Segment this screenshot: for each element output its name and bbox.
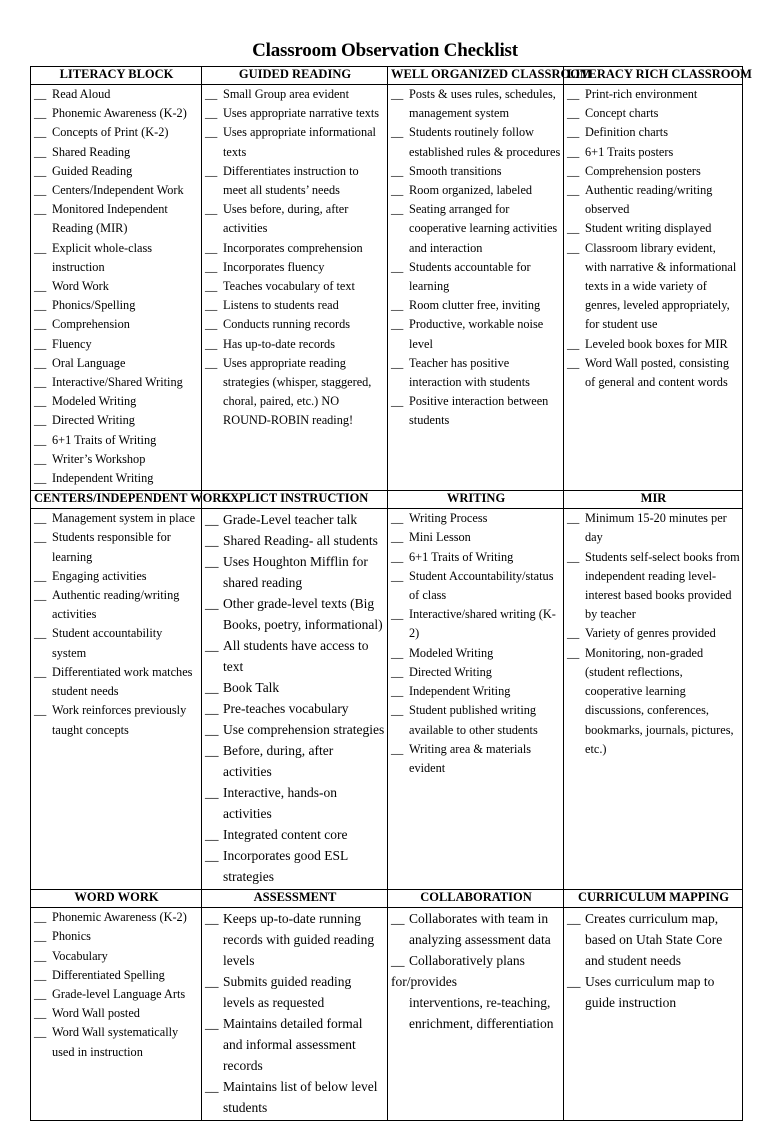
checklist-item[interactable]: __ 6+1 Traits of Writing: [34, 431, 199, 450]
section-header-row: [31, 890, 743, 908]
checklist-item[interactable]: __ Before, during, after activities: [205, 740, 385, 782]
section-header: CURRICULUM MAPPING: [564, 890, 743, 908]
checklist-item[interactable]: __ Smooth transitions: [391, 162, 561, 181]
checklist-item[interactable]: __ Writer’s Workshop: [34, 450, 199, 469]
section-header: LITERACY BLOCK: [31, 67, 202, 85]
checklist-item[interactable]: __ Explicit whole-class instruction: [34, 239, 199, 277]
checklist-item[interactable]: __ Directed Writing: [34, 411, 199, 430]
checklist-item[interactable]: __ Student Accountability/status of class: [391, 567, 561, 605]
checklist-item[interactable]: __ Listens to students read: [205, 296, 385, 315]
section-header-row: [31, 67, 743, 85]
checklist-item[interactable]: __ Vocabulary: [34, 947, 199, 966]
checklist-item[interactable]: __ Independent Writing: [34, 469, 199, 488]
checklist-item-continuation: interventions, re-teaching,: [409, 995, 551, 1011]
checklist-item[interactable]: __ Minimum 15-20 minutes per day: [567, 509, 740, 547]
checklist-item[interactable]: __ Writing Process: [391, 509, 561, 528]
checklist-item[interactable]: __ Student accountability system: [34, 624, 199, 662]
checklist-item[interactable]: __ Authentic reading/writing activities: [34, 586, 199, 624]
checklist-item[interactable]: __ Print-rich environment: [567, 85, 740, 104]
checklist-item[interactable]: __ Directed Writing: [391, 663, 561, 682]
section-items: [564, 908, 743, 1121]
checklist-item[interactable]: __ Student published writing available to other students: [391, 701, 561, 739]
section-items: [388, 509, 564, 890]
checklist-item[interactable]: __ 6+1 Traits of Writing: [391, 548, 561, 567]
checklist-item[interactable]: __ Differentiated work matches student needs: [34, 663, 199, 701]
page-title: Classroom Observation Checklist: [252, 40, 518, 61]
checklist-item[interactable]: __ Room clutter free, inviting: [391, 296, 561, 315]
checklist-item[interactable]: __ Modeled Writing: [391, 644, 561, 663]
checklist-item[interactable]: __ Pre-teaches vocabulary: [205, 698, 385, 719]
checklist-item[interactable]: __ Concepts of Print (K-2): [34, 123, 199, 142]
section-header: WELL ORGANIZED CLASSROOM: [388, 67, 564, 85]
checklist-item[interactable]: __ Oral Language: [34, 354, 199, 373]
checklist-item[interactable]: __ Collaborates with team in analyzing assessment data: [391, 908, 561, 950]
checklist-item[interactable]: __ Interactive/Shared Writing: [34, 373, 199, 392]
section-header: COLLABORATION: [388, 890, 564, 908]
checklist-item[interactable]: __ Word Wall systematically used in instruction: [34, 1023, 199, 1061]
checklist-item[interactable]: __ Mini Lesson: [391, 528, 561, 547]
checklist-item[interactable]: __ Small Group area evident: [205, 85, 385, 104]
section-header: CENTERS/INDEPENDENT WORK: [31, 491, 202, 509]
checklist-item[interactable]: __ 6+1 Traits posters: [567, 143, 740, 162]
checklist-item[interactable]: __ Differentiated Spelling: [34, 966, 199, 985]
checklist-item[interactable]: __ Word Wall posted: [34, 1004, 199, 1023]
checklist-item-continuation: enrichment, differentiation: [409, 1016, 554, 1032]
checklist-item[interactable]: __ Students self-select books from independent reading level-interest based books provided by teacher: [567, 548, 740, 625]
checklist-item[interactable]: __ Shared Reading- all students: [205, 530, 385, 551]
checklist-item[interactable]: __ Leveled book boxes for MIR: [567, 335, 740, 354]
checklist-item[interactable]: __ Incorporates good ESL strategies: [205, 845, 385, 887]
checklist-item[interactable]: __ Maintains detailed formal and informal assessment records: [205, 1013, 385, 1076]
checklist-item[interactable]: __ Creates curriculum map, based on Utah State Core and student needs: [567, 908, 740, 971]
checklist-item[interactable]: __ Integrated content core: [205, 824, 385, 845]
section-items: [564, 509, 743, 890]
section-header: MIR: [564, 491, 743, 509]
section-items: [564, 85, 743, 491]
checklist-item[interactable]: __ Authentic reading/writing observed: [567, 181, 740, 219]
section-header: EXPLICT INSTRUCTION: [202, 491, 388, 509]
checklist-item[interactable]: __ Phonemic Awareness (K-2): [34, 908, 199, 927]
checklist-item[interactable]: __ Has up-to-date records: [205, 335, 385, 354]
section-header: WRITING: [388, 491, 564, 509]
section-header: WORD WORK: [31, 890, 202, 908]
checklist-item-continuation: for/provides: [391, 974, 457, 990]
section-items: [202, 908, 388, 1121]
section-items: [388, 85, 564, 491]
section-header-row: [31, 491, 743, 509]
checklist-item[interactable]: __ Keeps up-to-date running records with guided reading levels: [205, 908, 385, 971]
checklist-item[interactable]: __ Book Talk: [205, 677, 385, 698]
checklist-item[interactable]: __ Differentiates instruction to meet all students’ needs: [205, 162, 385, 200]
section-body-row: [31, 85, 743, 491]
checklist-item[interactable]: __ Room organized, labeled: [391, 181, 561, 200]
section-items: [388, 908, 564, 1121]
checklist-item[interactable]: __ Students routinely follow established rules & procedures: [391, 123, 561, 161]
checklist-item[interactable]: __ Maintains list of below level students: [205, 1076, 385, 1118]
checklist-item[interactable]: __ Shared Reading: [34, 143, 199, 162]
checklist-item[interactable]: __ Interactive, hands-on activities: [205, 782, 385, 824]
section-items: [31, 85, 202, 491]
checklist-item[interactable]: __ Phonics: [34, 927, 199, 946]
checklist-item[interactable]: __ Grade-level Language Arts: [34, 985, 199, 1004]
checklist-item[interactable]: __ Variety of genres provided: [567, 624, 740, 643]
checklist-item[interactable]: __ Monitoring, non-graded (student reflections, cooperative learning discussions, conferences, bookmarks, journals, pictures, etc.): [567, 644, 740, 759]
checklist-item[interactable]: __ Read Aloud: [34, 85, 199, 104]
checklist-item[interactable]: __ Uses before, during, after activities: [205, 200, 385, 238]
section-header: LITERACY RICH CLASSROOM: [564, 67, 743, 85]
checklist-item[interactable]: __ Classroom library evident, with narrative & informational texts in a wide variety of genres, leveled appropriately, for student use: [567, 239, 740, 335]
checklist-item[interactable]: __ Writing area & materials evident: [391, 740, 561, 778]
checklist-item[interactable]: __ All students have access to text: [205, 635, 385, 677]
checklist-item[interactable]: __ Management system in place: [34, 509, 199, 528]
checklist-item[interactable]: __ Guided Reading: [34, 162, 199, 181]
checklist-item[interactable]: __ Submits guided reading levels as requested: [205, 971, 385, 1013]
checklist-item[interactable]: __ Teacher has positive interaction with students: [391, 354, 561, 392]
checklist-item[interactable]: __ Grade-Level teacher talk: [205, 509, 385, 530]
checklist-item[interactable]: __ Work reinforces previously taught concepts: [34, 701, 199, 739]
checklist-item[interactable]: __ Productive, workable noise level: [391, 315, 561, 353]
checklist-item[interactable]: __ Word Wall posted, consisting of general and content words: [567, 354, 740, 392]
checklist-item[interactable]: __ Posts & uses rules, schedules, management system: [391, 85, 561, 123]
checklist-item[interactable]: __ Other grade-level texts (Big Books, poetry, informational): [205, 593, 385, 635]
section-items: [31, 908, 202, 1121]
checklist-item[interactable]: __ Uses appropriate reading strategies (whisper, staggered, choral, paired, etc.) NO ROUND-ROBIN reading!: [205, 354, 385, 431]
section-body-row: [31, 908, 743, 1121]
checklist-item[interactable]: __ Collaboratively plans: [391, 950, 561, 971]
section-header: GUIDED READING: [202, 67, 388, 85]
checklist-item[interactable]: __ Teaches vocabulary of text: [205, 277, 385, 296]
checklist-item[interactable]: __ Centers/Independent Work: [34, 181, 199, 200]
checklist-item[interactable]: __ Incorporates comprehension: [205, 239, 385, 258]
checklist-item[interactable]: __ Independent Writing: [391, 682, 561, 701]
checklist-item[interactable]: __ Positive interaction between students: [391, 392, 561, 430]
checklist-item[interactable]: __ Engaging activities: [34, 567, 199, 586]
checklist-item[interactable]: __ Word Work: [34, 277, 199, 296]
checklist-item[interactable]: __ Modeled Writing: [34, 392, 199, 411]
checklist-item[interactable]: __ Student writing displayed: [567, 219, 740, 238]
checklist-item[interactable]: __ Incorporates fluency: [205, 258, 385, 277]
section-items: [202, 85, 388, 491]
checklist-item[interactable]: __ Seating arranged for cooperative learning activities and interaction: [391, 200, 561, 258]
checklist-item[interactable]: __ Conducts running records: [205, 315, 385, 334]
section-items: [202, 509, 388, 890]
checklist-item[interactable]: __ Phonics/Spelling: [34, 296, 199, 315]
checklist-item[interactable]: __ Fluency: [34, 335, 199, 354]
checklist-item[interactable]: __ Monitored Independent Reading (MIR): [34, 200, 199, 238]
checklist-item[interactable]: __ Interactive/shared writing (K-2): [391, 605, 561, 643]
checklist-item[interactable]: __ Phonemic Awareness (K-2): [34, 104, 199, 123]
checklist-item[interactable]: __ Students responsible for learning: [34, 528, 199, 566]
checklist-item[interactable]: __ Students accountable for learning: [391, 258, 561, 296]
checklist-item[interactable]: __ Use comprehension strategies: [205, 719, 385, 740]
section-items: [31, 509, 202, 890]
checklist-item[interactable]: __ Uses Houghton Mifflin for shared reading: [205, 551, 385, 593]
checklist-item[interactable]: __ Comprehension posters: [567, 162, 740, 181]
checklist-item[interactable]: __ Concept charts: [567, 104, 740, 123]
checklist-item[interactable]: __ Uses appropriate narrative texts: [205, 104, 385, 123]
checklist-table: [30, 66, 752, 1121]
checklist-item[interactable]: __ Comprehension: [34, 315, 199, 334]
section-body-row: [31, 509, 743, 890]
checklist-item[interactable]: __ Definition charts: [567, 123, 740, 142]
section-header: ASSESSMENT: [202, 890, 388, 908]
checklist-item[interactable]: __ Uses appropriate informational texts: [205, 123, 385, 161]
checklist-item[interactable]: __ Uses curriculum map to guide instruction: [567, 971, 740, 1013]
